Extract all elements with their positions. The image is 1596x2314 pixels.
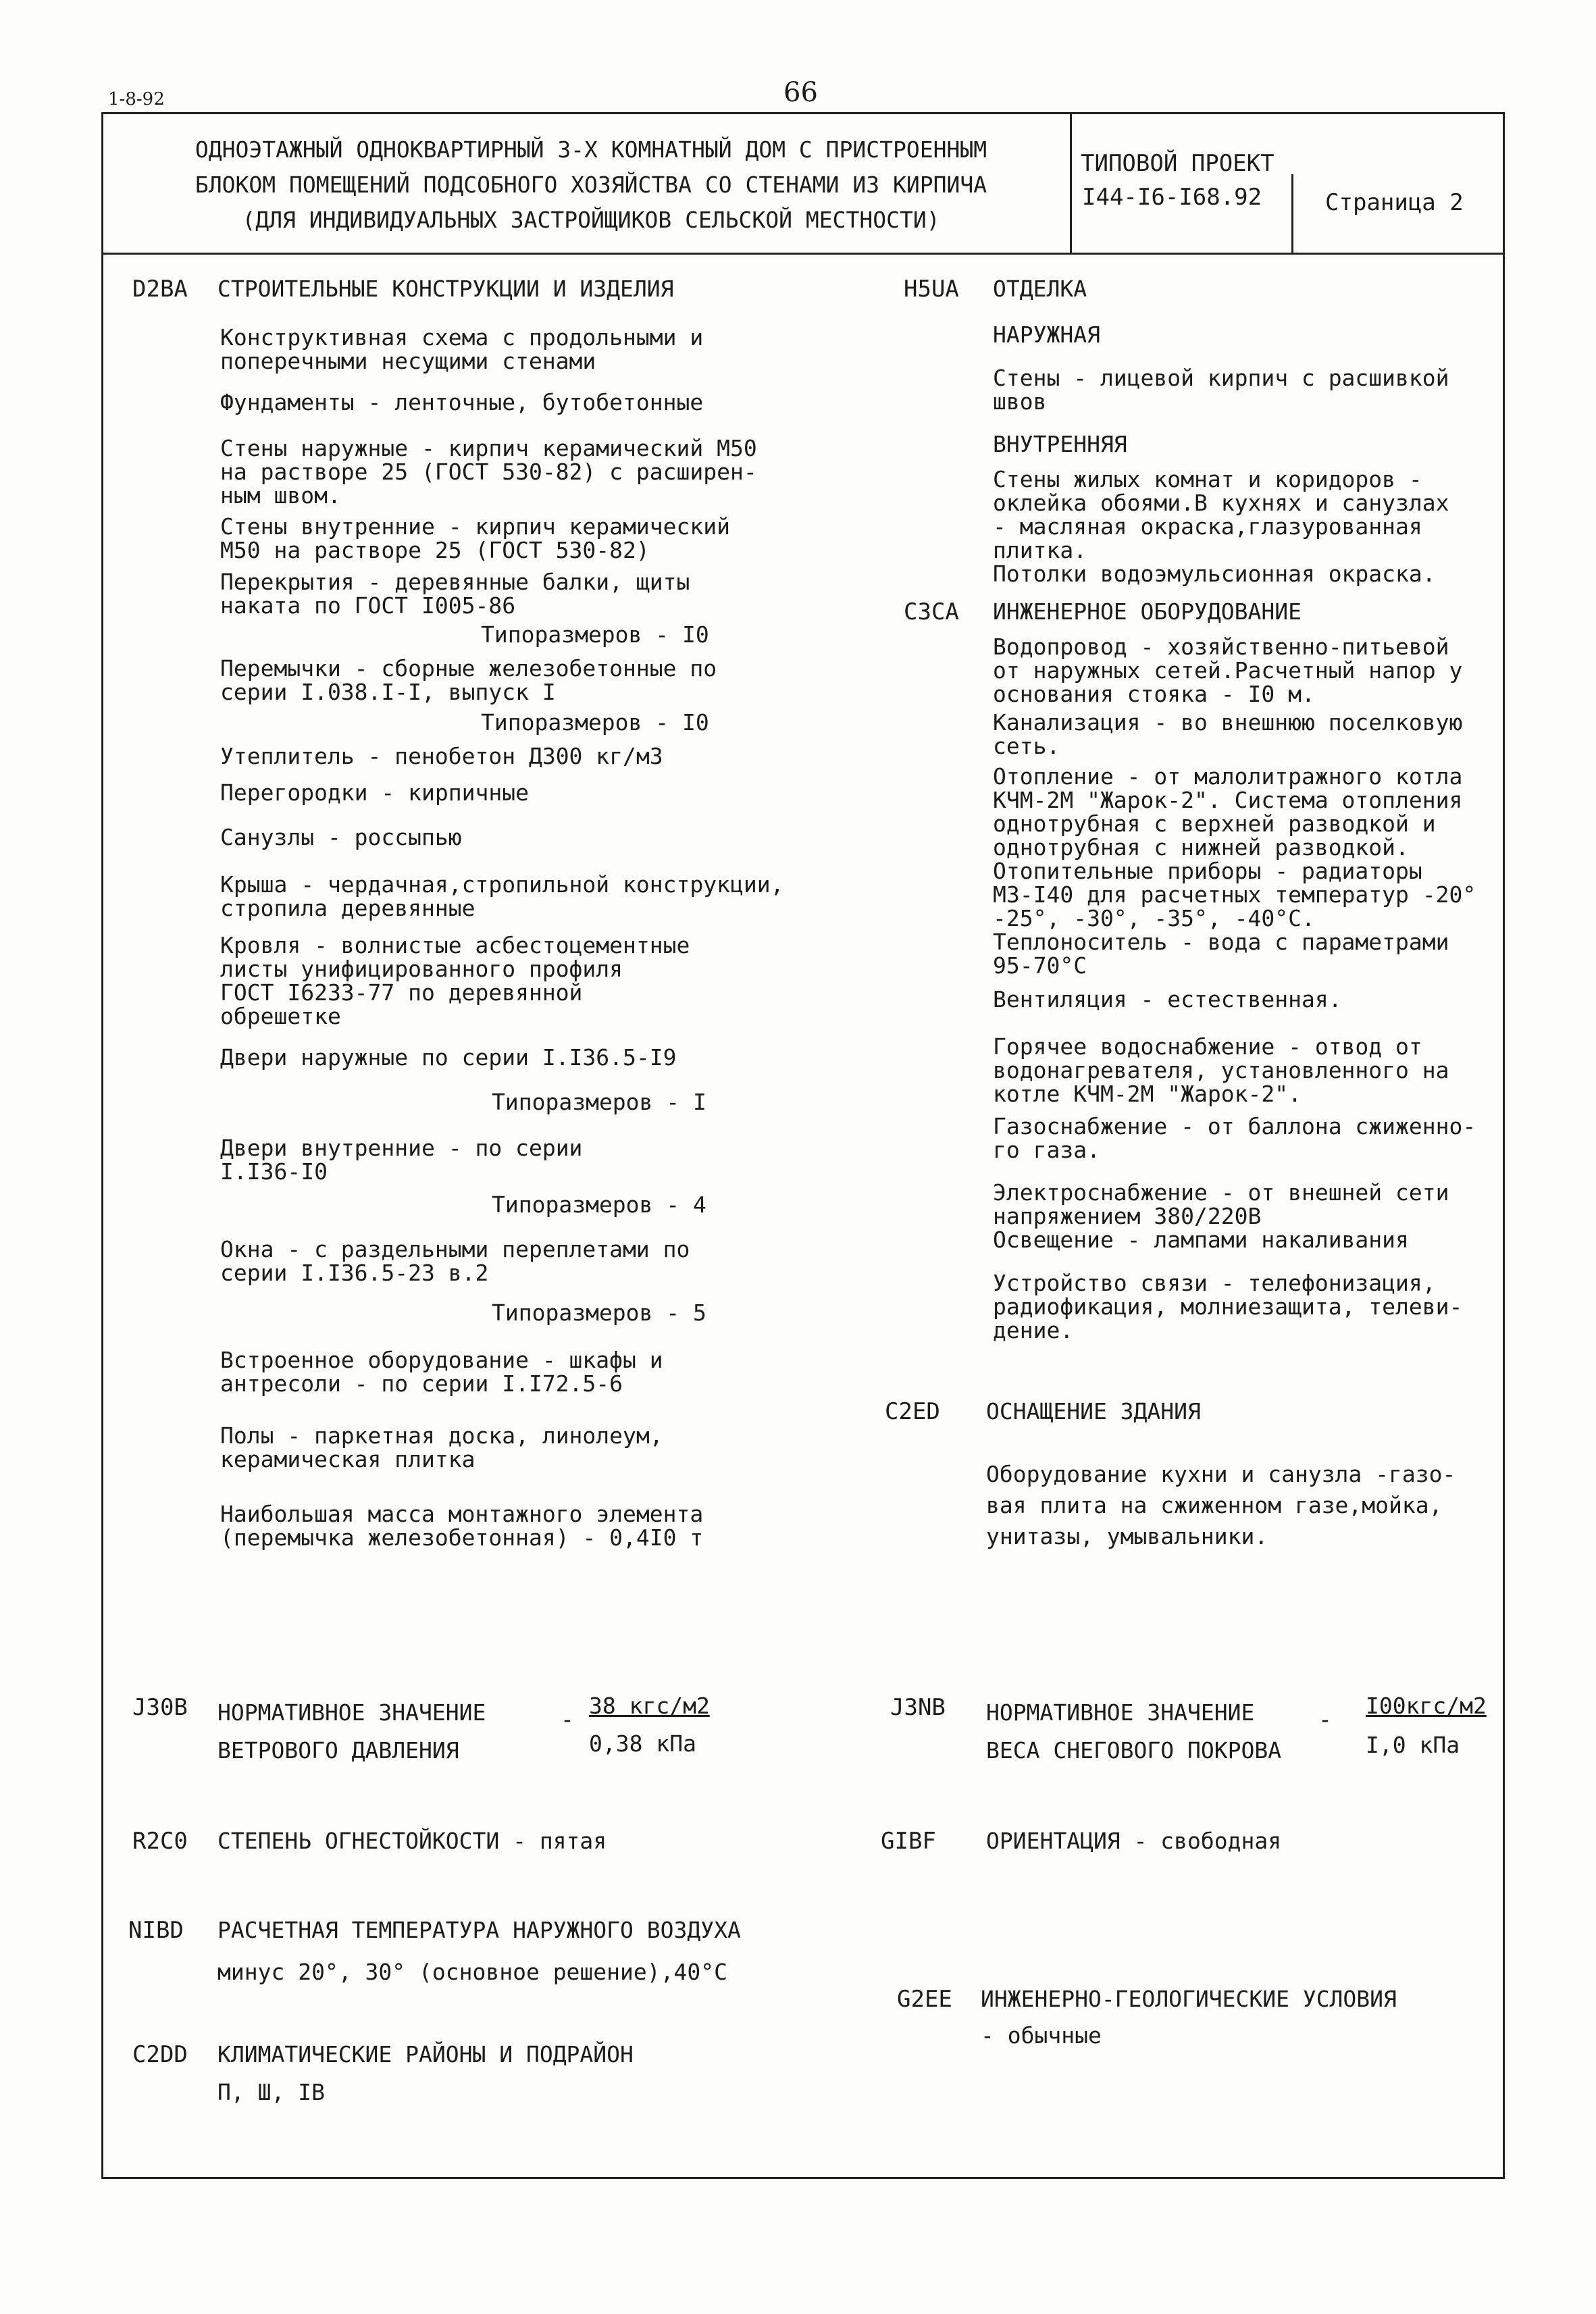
snow-title: НОРМАТИВНОЕ ЗНАЧЕНИЕ ВЕСА СНЕГОВОГО ПОКРОВА: [986, 1699, 1282, 1764]
list-item: Водопровод - хозяйственно-питьевой от наружных сетей.Расчетный напор у основания стояка - I0 м.: [993, 634, 1463, 707]
list-item: Канализация - во внешнюю поселковую сеть.: [993, 709, 1463, 759]
header-column-divider: [1070, 112, 1072, 253]
section-code: G2EE: [897, 1986, 952, 2013]
header-page-divider: [1291, 174, 1293, 253]
title-line: (ДЛЯ ИНДИВИДУАЛЬНЫХ ЗАСТРОЙЩИКОВ СЕЛЬСКОЙ МЕСТНОСТИ): [242, 207, 940, 233]
list-item: Фундаменты - ленточные, бутобетонные: [220, 389, 704, 415]
list-item: Электроснабжение - от внешней сети напряжением 380/220В Освещение - лампами накаливания: [993, 1179, 1449, 1253]
finish-outer-text: Стены - лицевой кирпич с расшивкой швов: [993, 365, 1449, 415]
geology-title: ИНЖЕНЕРНО-ГЕОЛОГИЧЕСКИЕ УСЛОВИЯ: [981, 1986, 1397, 2012]
temperature-title: РАСЧЕТНАЯ ТЕМПЕРАТУРА НАРУЖНОГО ВОЗДУХА: [217, 1917, 741, 1943]
list-item: Стены наружные - кирпич керамический М50 на растворе 25 (ГОСТ 530-82) с расширен- ным швом.: [220, 435, 757, 509]
orientation: ОРИЕНТАЦИЯ - свободная: [986, 1828, 1282, 1854]
project-code: I44-I6-I68.92: [1082, 184, 1262, 211]
wind-value-kpa: 0,38 кПа: [589, 1730, 696, 1757]
list-item: Полы - паркетная доска, линолеум, керамическая плитка: [220, 1422, 663, 1472]
section-code: R2C0: [132, 1828, 188, 1855]
wind-dash: -: [561, 1706, 574, 1732]
sheet-id: 1-8-92: [108, 89, 165, 109]
list-item: Двери внутренние - по серии I.I36-I0: [220, 1135, 583, 1185]
section-code: C3CA: [904, 598, 959, 625]
wind-value-kgf: 38 кгс/м2: [589, 1693, 710, 1719]
section-code: C2DD: [132, 2041, 188, 2068]
section-code: NIBD: [128, 1917, 184, 1944]
list-item: Конструктивная схема с продольными и поперечными несущими стенами: [220, 324, 704, 374]
subsection-title: НАРУЖНАЯ: [993, 322, 1100, 348]
section-code: GIBF: [881, 1828, 936, 1855]
list-item: Типоразмеров - I0: [481, 709, 709, 736]
snow-dash: -: [1318, 1706, 1332, 1732]
page-label: Страница 2: [1325, 189, 1464, 216]
list-item: Отопление - от малолитражного котла КЧМ-2М "Жарок-2". Система отопления однотрубная с верхней разводкой и однотрубная с нижней разводкой. Отопительные приборы - радиаторы М3-I40 для расчетных температур -20° -25°, -30°, -35°, -40°С. Теплоноситель - вода с параметрами 95-70°С: [993, 763, 1476, 979]
section-title: ОСНАЩЕНИЕ ЗДАНИЯ: [986, 1398, 1201, 1424]
list-item: Газоснабжение - от баллона сжиженно- го газа.: [993, 1113, 1476, 1163]
climate-title: КЛИМАТИЧЕСКИЕ РАЙОНЫ И ПОДРАЙОН: [217, 2041, 634, 2067]
section-title: СТРОИТЕЛЬНЫЕ КОНСТРУКЦИИ И ИЗДЕЛИЯ: [217, 276, 674, 302]
list-item: Стены внутренние - кирпич керамический М50 на растворе 25 (ГОСТ 530-82): [220, 513, 730, 563]
list-item: Вентиляция - естественная.: [993, 986, 1342, 1012]
list-item: Перекрытия - деревянные балки, щиты наката по ГОСТ I005-86: [220, 569, 690, 619]
section-code: D2BA: [132, 276, 188, 303]
document-title: [128, 132, 1054, 238]
list-item: Типоразмеров - I: [492, 1089, 706, 1115]
project-label: ТИПОВОЙ ПРОЕКТ: [1081, 150, 1275, 177]
list-item: Утеплитель - пенобетон Д300 кг/м3: [220, 743, 663, 769]
list-item: Устройство связи - телефонизация, радиофикация, молниезащита, телеви- дение.: [993, 1270, 1463, 1343]
equipment-text: Оборудование кухни и санузла -газо- вая плита на сжиженном газе,мойка, унитазы, умывальники.: [986, 1461, 1456, 1549]
title-line: БЛОКОМ ПОМЕЩЕНИЙ ПОДСОБНОГО ХОЗЯЙСТВА СО СТЕНАМИ ИЗ КИРПИЧА: [195, 172, 987, 198]
finish-inner-text: Стены жилых комнат и коридоров - оклейка обоями.В кухнях и санузлах - масляная окраска,глазурованная плитка. Потолки водоэмульсионная окраска.: [993, 466, 1449, 587]
section-title: ОТДЕЛКА: [993, 276, 1087, 302]
geology-text: - обычные: [981, 2022, 1102, 2049]
list-item: Кровля - волнистые асбестоцементные листы унифицированного профиля ГОСТ I6233-77 по деревянной обрешетке: [220, 932, 690, 1029]
title-line: ОДНОЭТАЖНЫЙ ОДНОКВАРТИРНЫЙ 3-Х КОМНАТНЫЙ ДОМ С ПРИСТРОЕННЫМ: [195, 136, 987, 163]
list-item: Перемычки - сборные железобетонные по серии I.038.I-I, выпуск I: [220, 655, 717, 705]
list-item: Санузлы - россыпью: [220, 824, 462, 850]
temperature-text: минус 20°, 30° (основное решение),40°С: [217, 1959, 727, 1985]
fire-resistance: СТЕПЕНЬ ОГНЕСТОЙКОСТИ - пятая: [217, 1828, 607, 1854]
list-item: Крыша - чердачная,стропильной конструкции, стропила деревянные: [220, 871, 784, 921]
section-code: J30B: [132, 1694, 188, 1721]
page-number: 66: [783, 77, 818, 108]
list-item: Встроенное оборудование - шкафы и антресоли - по серии I.I72.5-6: [220, 1347, 663, 1397]
list-item: Двери наружные по серии I.I36.5-I9: [220, 1044, 677, 1071]
subsection-title: ВНУТРЕННЯЯ: [993, 431, 1127, 457]
snow-value-kgf: I00кгс/м2: [1366, 1693, 1487, 1719]
list-item: Типоразмеров - 4: [492, 1191, 706, 1218]
climate-text: П, Ш, IВ: [217, 2079, 325, 2105]
section-title: ИНЖЕНЕРНОЕ ОБОРУДОВАНИЕ: [993, 598, 1302, 625]
header-divider: [101, 253, 1505, 255]
list-item: Наибольшая масса монтажного элемента (перемычка железобетонная) - 0,4I0 т: [220, 1501, 704, 1551]
list-item: Окна - с раздельными переплетами по серии I.I36.5-23 в.2: [220, 1236, 690, 1286]
list-item: Горячее водоснабжение - отвод от водонагревателя, установленного на котле КЧМ-2М "Жарок-2".: [993, 1033, 1449, 1107]
wind-title: НОРМАТИВНОЕ ЗНАЧЕНИЕ ВЕТРОВОГО ДАВЛЕНИЯ: [217, 1699, 486, 1764]
list-item: Перегородки - кирпичные: [220, 779, 529, 806]
snow-value-kpa: I,0 кПа: [1366, 1732, 1460, 1758]
section-code: C2ED: [885, 1398, 940, 1425]
list-item: Типоразмеров - I0: [481, 621, 709, 648]
section-code: J3NB: [890, 1694, 946, 1721]
section-code: H5UA: [904, 276, 959, 303]
list-item: Типоразмеров - 5: [492, 1300, 706, 1326]
